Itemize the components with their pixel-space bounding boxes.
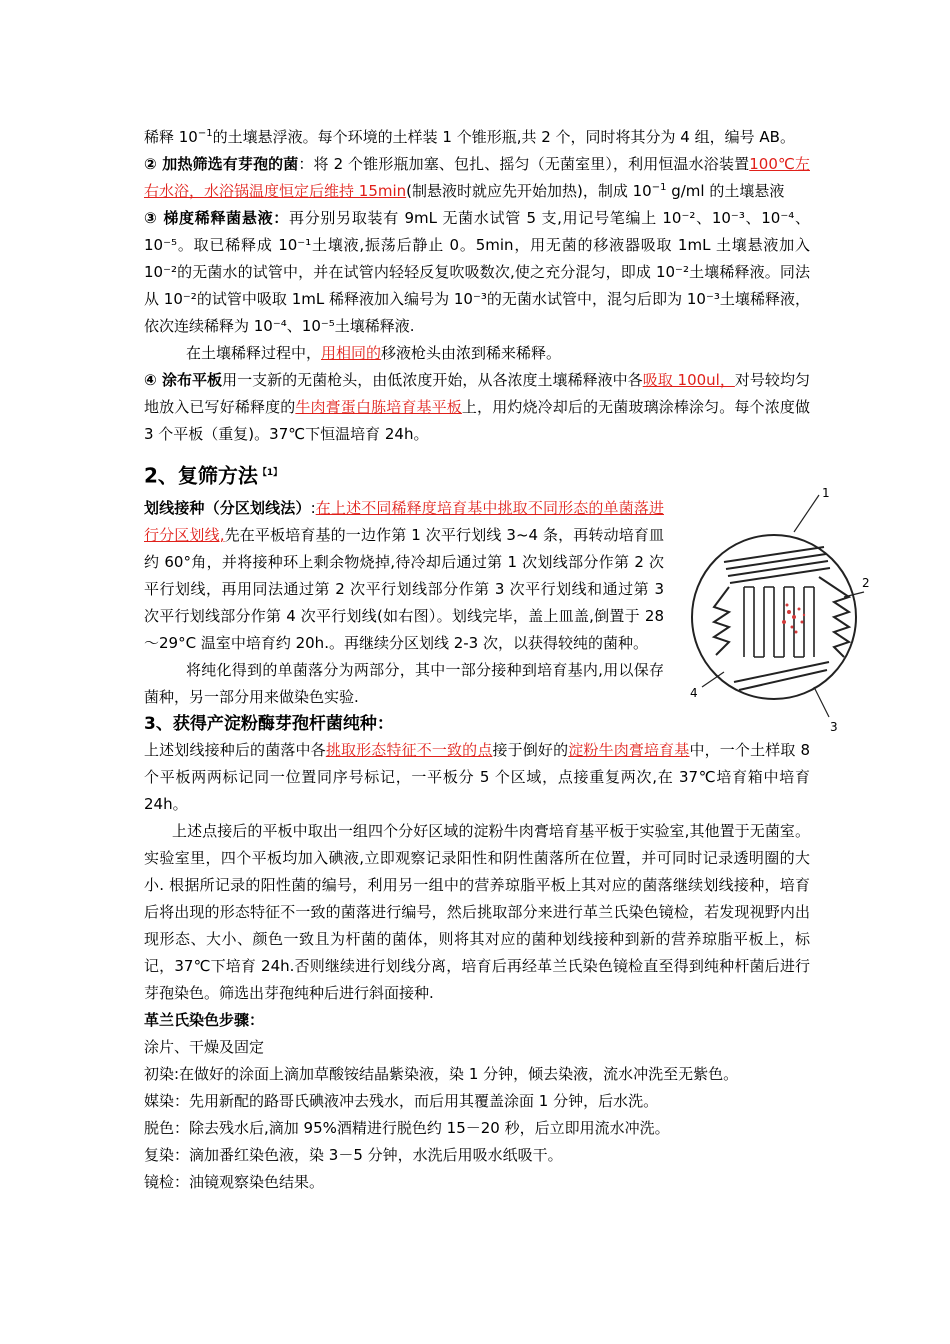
text-span: 的土壤悬浮液。每个环境的土样装 1 个锥形瓶,共 2 个，同时将其分为 4 组，编号 AB。 xyxy=(212,128,795,146)
step-label: ④ 涂布平板 xyxy=(144,371,223,389)
heading-text: 3、获得产淀粉酶芽孢杆菌纯种 xyxy=(144,713,377,734)
text-span: 再分别另取装有 9mL 无菌水试管 5 支,用记号笔编上 10⁻²、10⁻³、10⁻⁴、10⁻⁵。取已稀释成 10⁻¹土壤液,振荡后静止 0。5min，用无菌的移液器吸取 1mL 土壤悬液加入 10⁻²的无菌水的试管中，并在试管内轻轻反复吹吸数次,使之充分混匀，即成 10⁻²土壤稀释液。同法从 10⁻²的试管中吸取 1mL 稀释液加入编号为 10⁻³的无菌水试管中，混匀后即为 10⁻³土壤稀释液，依次连续稀释为 10⁻⁴、10⁻⁵土壤稀释液. xyxy=(144,209,810,335)
step-label: 划线接种（分区划线法） xyxy=(144,498,311,517)
gram-step: 初染:在做好的涂面上滴加草酸铵结晶紫染液，染 1 分钟，倾去染液，流水冲洗至无紫色。 xyxy=(144,1064,739,1083)
gram-step: 涂片、干燥及固定 xyxy=(144,1037,265,1056)
highlighted-text: 挑取形态特征不一致的点 xyxy=(325,740,493,759)
text-span: : xyxy=(310,498,316,517)
highlighted-text: 牛肉膏蛋白胨培育基平板 xyxy=(295,398,462,416)
fig-label-4: 4 xyxy=(690,685,698,700)
streaking-text xyxy=(144,495,664,657)
streaking-paragraph xyxy=(144,495,664,657)
text-span: 稀释 10 xyxy=(144,128,198,146)
text-span: 中，一个土样取 8 个平板两两标记同一位置同序号标记，一平板分 5 个区域，点接重复两次,在 37℃培育箱中培育 24h。 xyxy=(144,740,810,813)
highlighted-text: 100℃左右水浴，水浴锅温度恒定后维持 15min xyxy=(144,155,810,200)
iodine-test-paragraph: 上述点接后的平板中取出一组四个分好区域的淀粉牛肉膏培育基平板于实验室,其他置于无菌室。实验室里，四个平板均加入碘液,立即观察记录阳性和阴性菌落所在位置，并可同时记录透明圈的大小. 根据所记录的阳性菌的编号，利用另一组中的营养琼脂平板上其对应的菌落继续划线接种，培育后将出现的形态特征不一致的菌落进行编号，然后挑取部分来进行革兰氏染色镜检，若发现视野内出现形态、大小、颜色一致且为杆菌的菌体，则将其对应的菌种划线接种到新的营养琼脂平板上，标记，37℃下培育 24h.否则继续进行划线分离，培育后再经革兰氏染色镜检直至得到纯种杆菌后进行芽孢染色。筛选出芽孢纯种后进行斜面接种. xyxy=(144,821,810,1002)
gram-step: 媒染：先用新配的路哥氏碘液冲去残水，而后用其覆盖涂面 1 分钟，后水洗。 xyxy=(144,1091,659,1110)
gram-step: 镜检：油镜观察染色结果。 xyxy=(144,1172,325,1191)
highlighted-text: 吸取 100ul， xyxy=(642,371,735,389)
text-span: ：将 2 个锥形瓶加塞、包扎、摇匀（无菌室里），利用恒温水浴装置 xyxy=(298,155,750,173)
text-span: 用一支新的无菌枪头，由低浓度开始，从各浓度土壤稀释液中各 xyxy=(222,371,643,389)
fig-label-2: 2 xyxy=(862,575,870,590)
document-page xyxy=(144,124,870,1196)
gram-step: 复染：滴加番红染色液，染 3－5 分钟，水洗后用吸水纸吸干。 xyxy=(144,1145,563,1164)
spot-inoculation-paragraph xyxy=(144,737,810,818)
step-label: ③ 梯度稀释菌悬液： xyxy=(144,209,290,227)
text-span: 先在平板培育基的一边作第 1 次平行划线 3~4 条，再转动培育皿约 60°角，并将接种环上剩余物烧掉,待冷却后通过第 1 次划线部分作第 2 次平行划线，再用同法通过第 2 次平行划线部分作第 3 次平行划线和通过第 3 次平行划线部分作第 4 次平行划线(如右图）。划线完毕，盖上皿盖,倒置于 28～29°C 温室中培育约 20h.。再继续分区划线 2-3 次，以获得较纯的菌种。 xyxy=(144,525,664,652)
step-label: ② 加热筛选有芽孢的菌 xyxy=(144,155,299,173)
heat-screening-paragraph xyxy=(144,151,810,205)
highlighted-text: 淀粉牛肉膏培育基 xyxy=(568,740,690,759)
dilution-paragraph xyxy=(144,124,810,151)
highlighted-text: 在上述不同稀释度培育基中挑取不同形态的单菌落进行分区划线, xyxy=(144,498,664,544)
fig-label-3: 3 xyxy=(830,719,838,734)
gram-stain-title: 革兰氏染色步骤： xyxy=(144,1010,265,1029)
text-span: 在土壤稀释过程中， xyxy=(186,344,322,362)
text-span: 上，用灼烧冷却后的无菌玻璃涂棒涂匀。每个浓度做 3 个平板（重复)。37℃下恒温培育 24h。 xyxy=(144,398,810,443)
text-span: (制悬液时就应先开始加热)，制成 10 xyxy=(406,182,652,200)
reference-mark: 【1】 xyxy=(257,468,283,478)
dilution-note xyxy=(144,340,810,367)
gradient-dilution-paragraph xyxy=(144,205,810,340)
gram-step: 脱色：除去残水后,滴加 95%酒精进行脱色约 15－20 秒，后立即用流水冲洗。 xyxy=(144,1118,670,1137)
text-span: ： xyxy=(376,713,394,734)
fig-label-1: 1 xyxy=(822,486,830,500)
text-span: 接于倒好的 xyxy=(492,740,569,759)
text-span: g/ml 的土壤悬液 xyxy=(666,182,785,200)
highlighted-text: 用相同的 xyxy=(321,344,382,362)
text-span: 对号较均匀地放入已写好稀释度的 xyxy=(144,371,810,416)
text-span: 上述划线接种后的菌落中各 xyxy=(144,740,326,759)
heading-text: 2、复筛方法 xyxy=(144,463,258,488)
purification-paragraph: 将纯化得到的单菌落分为两部分，其中一部分接种到培育基内,用以保存菌种，另一部分用来做染色实验. xyxy=(144,660,664,706)
streak-plate-figure xyxy=(684,487,874,747)
text-span: 移液枪头由浓到稀来稀释。 xyxy=(381,344,562,362)
superscript: −1 xyxy=(651,182,667,193)
spread-plate-paragraph xyxy=(144,367,810,448)
superscript: −1 xyxy=(197,128,213,139)
